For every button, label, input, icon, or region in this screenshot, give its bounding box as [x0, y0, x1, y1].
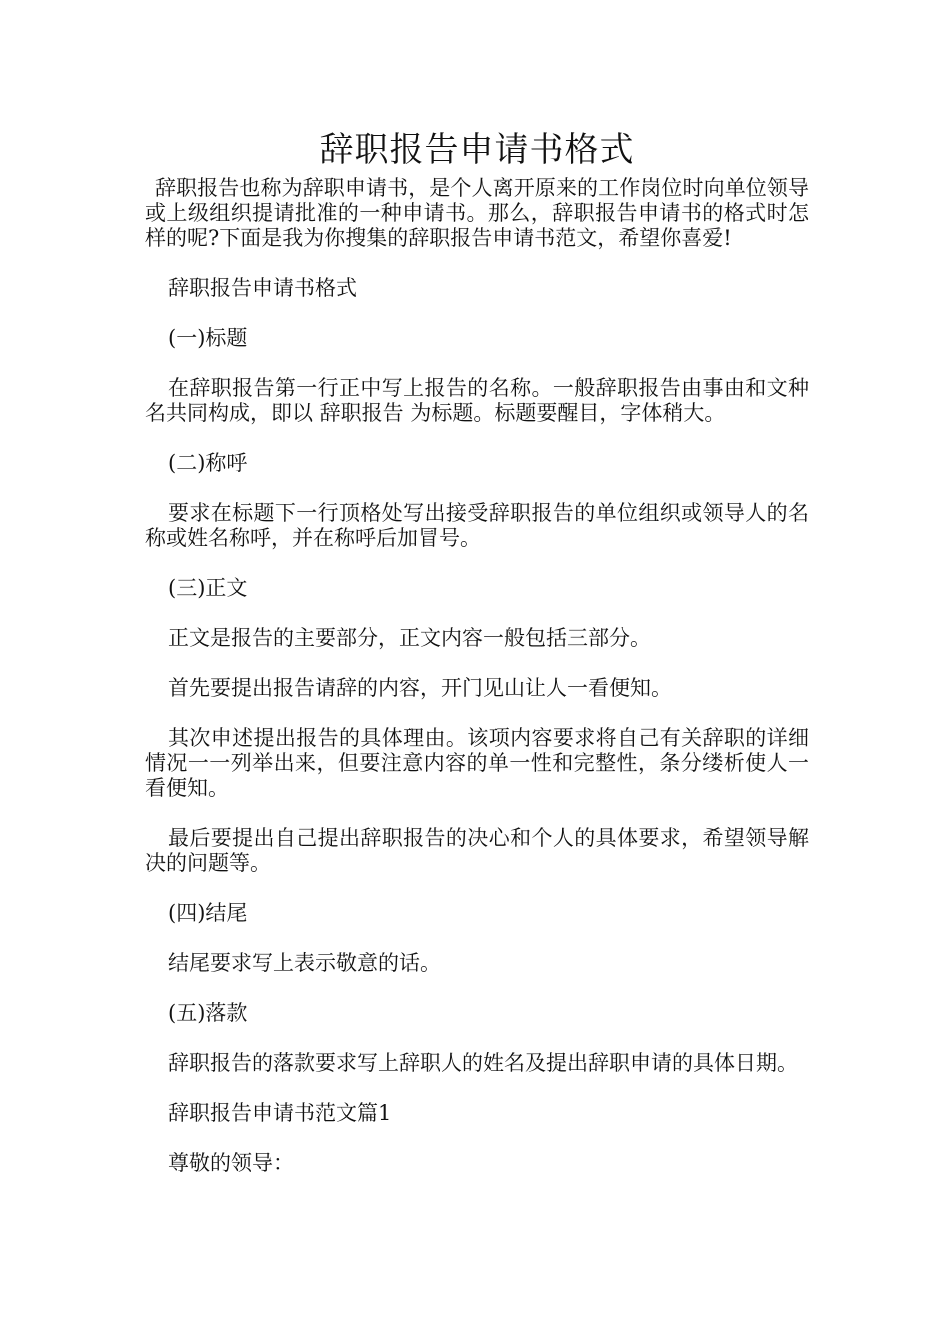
document-page — [145, 128, 809, 1201]
paragraph-salutation-desc: 要求在标题下一行顶格处写出接受辞职报告的单位组织或领导人的名称或姓名称呼，并在称呼后加冒号。 — [145, 501, 809, 550]
paragraph-body-first: 首先要提出报告请辞的内容，开门见山让人一看便知。 — [168, 676, 672, 700]
section-heading-signature: (五)落款 — [168, 1001, 248, 1025]
sample-heading: 辞职报告申请书范文篇1 — [168, 1101, 392, 1125]
sample-salutation: 尊敬的领导： — [168, 1151, 294, 1175]
intro-paragraph: 辞职报告也称为辞职申请书，是个人离开原来的工作岗位时向单位领导或上级组织提请批准的一种申请书。那么，辞职报告申请书的格式时怎样的呢?下面是我为你搜集的辞职报告申请书范文，希望你喜爱! — [145, 176, 809, 250]
paragraph-body-last: 最后要提出自己提出辞职报告的决心和个人的具体要求，希望领导解决的问题等。 — [145, 826, 809, 875]
section-heading-format: 辞职报告申请书格式 — [168, 276, 357, 300]
section-heading-salutation: (二)称呼 — [168, 451, 248, 475]
paragraph-ending-desc: 结尾要求写上表示敬意的话。 — [168, 951, 441, 975]
document-title: 辞职报告申请书格式 — [319, 130, 635, 170]
paragraph-body-desc: 正文是报告的主要部分，正文内容一般包括三部分。 — [168, 626, 651, 650]
paragraph-signature-desc: 辞职报告的落款要求写上辞职人的姓名及提出辞职申请的具体日期。 — [168, 1051, 798, 1075]
section-heading-body: (三)正文 — [168, 576, 248, 600]
paragraph-title-desc: 在辞职报告第一行正中写上报告的名称。一般辞职报告由事由和文种名共同构成，即以 辞职报告 为标题。标题要醒目，字体稍大。 — [145, 376, 809, 425]
section-heading-title: (一)标题 — [168, 326, 248, 350]
section-heading-ending: (四)结尾 — [168, 901, 248, 925]
paragraph-body-second: 其次申述提出报告的具体理由。该项内容要求将自己有关辞职的详细情况一一列举出来，但要注意内容的单一性和完整性，条分缕析使人一看便知。 — [145, 726, 809, 800]
